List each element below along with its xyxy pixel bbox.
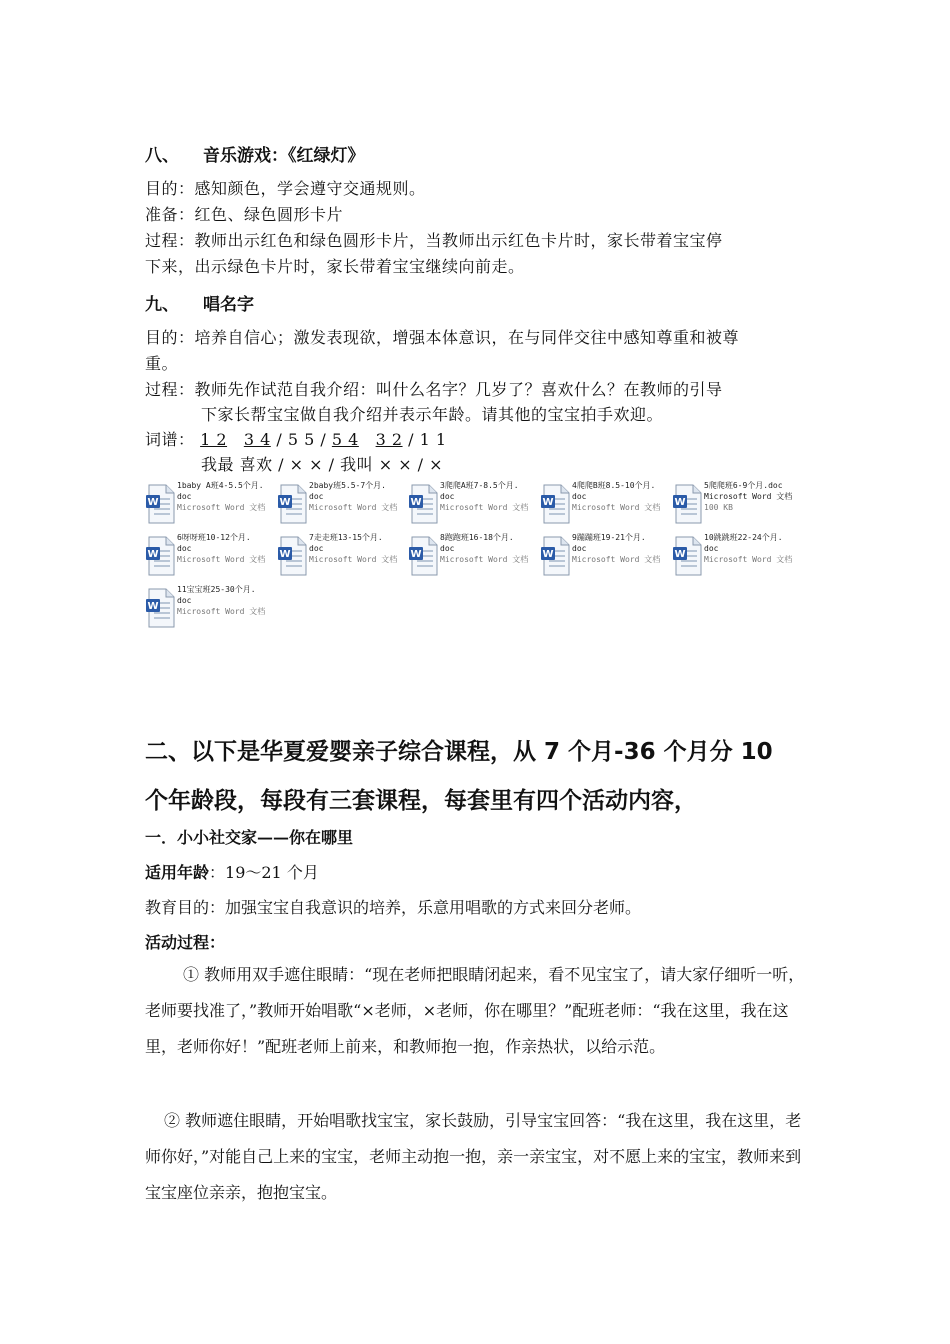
file-ext: doc (440, 492, 455, 501)
section-8-title: 音乐游戏：《红绿灯》 (203, 146, 365, 166)
word-doc-icon (145, 588, 175, 628)
file-label (177, 532, 265, 565)
file-label (440, 532, 528, 565)
score-line (145, 427, 447, 450)
word-doc-icon (672, 536, 702, 576)
score-note: / 1 1 (408, 430, 447, 449)
word-doc-icon (408, 484, 438, 524)
word-file-icon[interactable] (277, 532, 398, 580)
activity-title: 一．小小社交家——你在哪里 (145, 828, 354, 847)
file-type: Microsoft Word 文档 (572, 503, 661, 512)
file-name: 5爬爬班6-9个月.doc (704, 481, 783, 490)
file-name: 8跑跑班16-18个月. (440, 533, 514, 542)
file-ext: doc (177, 596, 192, 605)
svg-text:W: W (410, 549, 422, 560)
file-ext: doc (309, 492, 324, 501)
svg-text:W: W (147, 497, 159, 508)
section-8-number: 八、 (145, 146, 179, 166)
file-type: 100 KB (704, 503, 733, 512)
svg-text:W: W (279, 497, 291, 508)
score-note: 5 4 (331, 430, 359, 449)
file-label (309, 532, 397, 565)
file-ext: doc (704, 544, 719, 553)
section-9-heading (145, 290, 254, 315)
file-type: Microsoft Word 文档 (309, 555, 398, 564)
file-name: 6呀呀班10-12个月. (177, 533, 251, 542)
section-9-number: 九、 (145, 295, 179, 315)
file-label (704, 480, 792, 513)
file-type: Microsoft Word 文档 (440, 503, 529, 512)
word-doc-icon (277, 484, 307, 524)
file-type: Microsoft Word 文档 (704, 555, 793, 564)
file-name: 2baby班5.5-7个月. (309, 481, 386, 490)
svg-text:W: W (674, 549, 686, 560)
file-name: 10跳跳班22-24个月. (704, 533, 783, 542)
word-file-icon[interactable] (408, 480, 529, 528)
score-note: 1 2 (200, 430, 228, 449)
svg-text:W: W (542, 549, 554, 560)
file-label (704, 532, 792, 565)
file-ext: doc (177, 492, 192, 501)
section-9-title: 唱名字 (203, 295, 254, 315)
score-label: 词谱： (145, 430, 195, 449)
section-9-process-line2: 下家长帮宝宝做自我介绍并表示年龄。请其他的宝宝拍手欢迎。 (201, 405, 664, 424)
age-label: 适用年龄 (145, 863, 210, 882)
file-label (572, 532, 660, 565)
file-type: Microsoft Word 文档 (309, 503, 398, 512)
process-label: 活动过程： (145, 933, 226, 952)
file-label (177, 584, 265, 617)
score-note: 3 4 (243, 430, 271, 449)
file-type: Microsoft Word 文档 (177, 503, 266, 512)
activity-step-2: ② 教师遮住眼睛，开始唱歌找宝宝，家长鼓励，引导宝宝回答：“我在这里，我在这里，老师你好，”对能自己上来的宝宝，老师主动抱一抱，亲一亲宝宝，对不愿上来的宝宝，教师来到宝宝座位亲亲，抱抱宝宝。 (145, 1111, 802, 1202)
part2-title-line2: 个年龄段，每段有三套课程，每套里有四个活动内容， (145, 788, 697, 814)
file-name: 9蹦蹦班19-21个月. (572, 533, 646, 542)
svg-text:W: W (147, 549, 159, 560)
word-file-icon[interactable] (540, 532, 661, 580)
file-name: 7走走班13-15个月. (309, 533, 383, 542)
svg-text:W: W (542, 497, 554, 508)
activity-step-1: ① 教师用双手遮住眼睛：“现在老师把眼睛闭起来，看不见宝宝了，请大家仔细听一听，老师要找准了，”教师开始唱歌“×老师，×老师，你在哪里？”配班老师：“我在这里，我在这里，老师你好！”配班老师上前来，和教师抱一抱，作亲热状，以给示范。 (145, 965, 805, 1056)
word-doc-icon (145, 484, 175, 524)
section-8-goal: 目的：感知颜色，学会遵守交通规则。 (145, 179, 426, 198)
section-9-goal-line2: 重。 (145, 354, 179, 373)
word-file-icon[interactable] (540, 480, 661, 528)
svg-text:W: W (410, 497, 422, 508)
file-name: 11宝宝班25-30个月. (177, 585, 256, 594)
section-8-prep: 准备：红色、绿色圆形卡片 (145, 205, 344, 224)
score-note: 3 2 (375, 430, 403, 449)
file-label (572, 480, 660, 513)
file-label (309, 480, 397, 513)
section-8-process-line2: 下来，出示绿色卡片时，家长带着宝宝继续向前走。 (145, 257, 525, 276)
svg-text:W: W (674, 497, 686, 508)
score-note: / 5 5 / (276, 430, 327, 449)
file-name: 3爬爬A班7-8.5个月. (440, 481, 519, 490)
section-8-heading (145, 141, 365, 166)
section-8-process-line1: 过程：教师出示红色和绿色圆形卡片，当教师出示红色卡片时，家长带着宝宝停 (145, 231, 723, 250)
word-doc-icon (145, 536, 175, 576)
word-file-icon[interactable] (672, 532, 793, 580)
svg-text:W: W (279, 549, 291, 560)
word-file-icon[interactable] (145, 584, 266, 632)
education-goal: 教育目的：加强宝宝自我意识的培养，乐意用唱歌的方式来回分老师。 (145, 898, 642, 917)
file-label (177, 480, 265, 513)
file-ext: doc (177, 544, 192, 553)
file-label (440, 480, 528, 513)
word-doc-icon (277, 536, 307, 576)
file-type: Microsoft Word 文档 (572, 555, 661, 564)
file-name: 1baby A班4-5.5个月. (177, 481, 264, 490)
word-file-icon[interactable] (672, 480, 793, 528)
section-9-goal-line1: 目的：培养自信心；激发表现欲，增强本体意识，在与同伴交往中感知尊重和被尊 (145, 328, 740, 347)
file-type: Microsoft Word 文档 (177, 607, 266, 616)
word-doc-icon (540, 484, 570, 524)
age-value: ：19～21 个月 (209, 863, 319, 882)
file-ext: doc (309, 544, 324, 553)
score-lyrics: 我最 喜欢 / × × / 我叫 × × / × (201, 455, 444, 474)
section-9-process-line1: 过程：教师先作试范自我介绍：叫什么名字？几岁了？喜欢什么？在教师的引导 (145, 380, 723, 399)
file-ext: Microsoft Word 文档 (704, 492, 793, 501)
svg-text:W: W (147, 601, 159, 612)
file-type: Microsoft Word 文档 (440, 555, 529, 564)
word-doc-icon (408, 536, 438, 576)
age-line (145, 860, 319, 883)
file-ext: doc (572, 492, 587, 501)
word-file-icon[interactable] (145, 480, 266, 528)
file-ext: doc (572, 544, 587, 553)
word-doc-icon (540, 536, 570, 576)
word-file-icon[interactable] (408, 532, 529, 580)
word-file-icon[interactable] (277, 480, 398, 528)
file-ext: doc (440, 544, 455, 553)
part2-title-line1: 二、以下是华夏爱婴亲子综合课程，从 7 个月-36 个月分 10 (145, 739, 773, 765)
word-file-icon[interactable] (145, 532, 266, 580)
file-type: Microsoft Word 文档 (177, 555, 266, 564)
file-name: 4爬爬B班8.5-10个月. (572, 481, 656, 490)
word-doc-icon (672, 484, 702, 524)
